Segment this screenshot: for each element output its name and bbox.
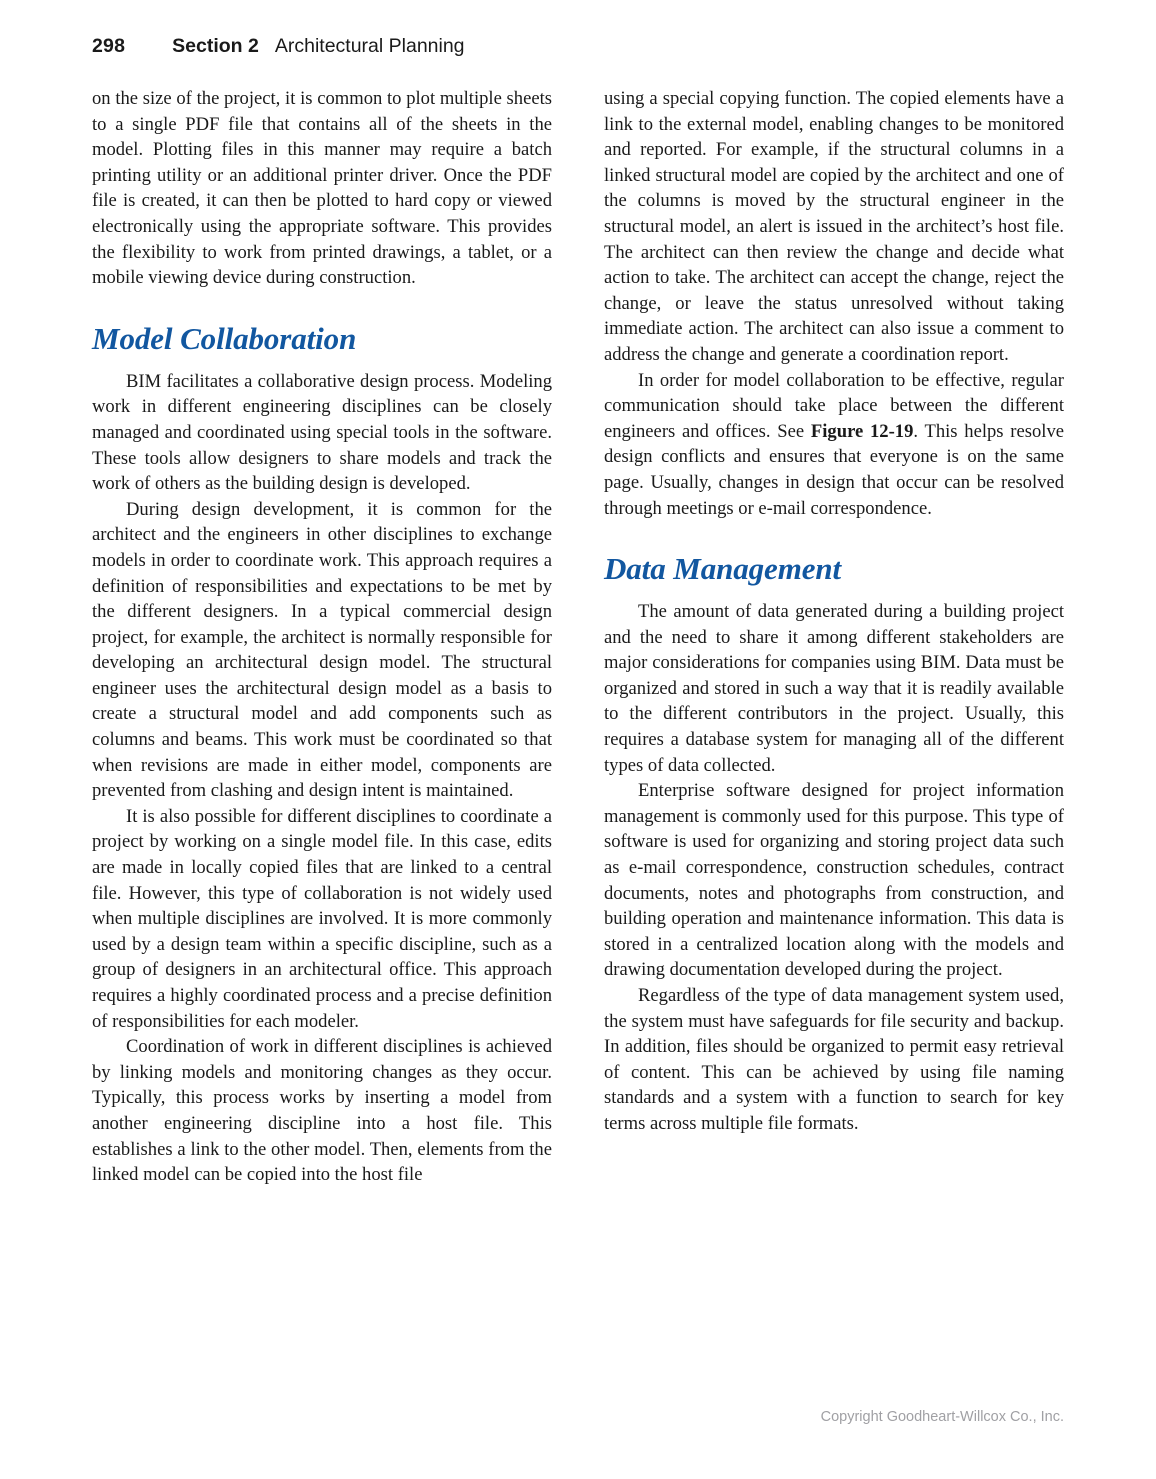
left-column (92, 86, 552, 1188)
paragraph-in-order-for-model-collaboration (604, 368, 1064, 522)
heading-space-before (92, 291, 552, 321)
paragraph-amount-of-data: The amount of data generated during a building project and the need to share it among different stakeholders are major considerations for companies using BIM. Data must be organized and stored in such a way that it is readily available to the different contributors in the project. Usually, this requires a database system for managing all of the different types of data collected. (604, 601, 1064, 776)
heading-space-after (92, 357, 552, 369)
section-heading-model-collaboration: Model Collaboration (92, 320, 357, 356)
paragraph-during-design-development: During design development, it is common for the architect and the engineers in other disciplines to exchange models in order to coordinate work. This approach requires a definition of responsibilities and expectations to be met by the different designers. In a typical commercial design project, for example, the architect is normally responsible for developing an architectural design model. The structural engineer uses the architectural design model as a basis to create a structural model and add components such as columns and beams. This work must be coordinated so that when revisions are made in either model, components are prevented from clashing and design intent is maintained. (92, 498, 552, 802)
paragraph-plot-pdf: on the size of the project, it is common to plot multiple sheets to a single PDF file that contains all of the sheets in the model. Plotting files in this manner may require a batch printing utility or an additional printer driver. Once the PDF file is created, it can then be plotted to hard copy or viewed electronically using the appropriate software. This provides the flexibility to work from printed drawings, a tablet, or a mobile viewing device during construction. (92, 88, 552, 289)
section-heading-data-management: Data Management (604, 551, 842, 587)
right-column (604, 86, 1064, 1137)
figure-reference: Figure 12-19 (810, 420, 914, 442)
running-head (92, 32, 1072, 62)
section-title: Architectural Planning (274, 35, 465, 57)
paragraph-it-is-also-possible: It is also possible for different disciplines to coordinate a project by working on a single model file. In this case, edits are made in locally copied files that are linked to a central file. However, this type of collaboration is not widely used when multiple disciplines are involved. It is more commonly used by a design team within a specific discipline, such as a group of designers in an architectural office. This approach requires a highly coordinated process and a precise definition of responsibilities for each modeler. (92, 805, 552, 1032)
paragraph-using-special-copying: using a special copying function. The copied elements have a link to the external model, enabling changes to be monitored and reported. For example, if the structural columns in a linked structural model are copied by the architect and one of the columns is moved by the structural engineer in the structural model, an alert is issued in the architect’s host file. The architect can then review the change and decide what action to take. The architect can accept the change, reject the change, or leave the status unresolved without taking immediate action. The architect can also issue a comment to address the change and generate a coordination report. (604, 88, 1064, 365)
heading-space-before (604, 521, 1064, 551)
paragraph-regardless-of-the-type: Regardless of the type of data management system used, the system must have safeguards for file security and backup. In addition, files should be organized to permit easy retrieval of content. This can be achieved by using file naming standards and a system with a function to search for key terms across multiple file formats. (604, 985, 1064, 1134)
section-label: Section 2 (172, 35, 259, 57)
paragraph-bim-facilitates: BIM facilitates a collaborative design process. Modeling work in different engineering disciplines can be closely managed and coordinated using special tools in the software. These tools allow designers to share models and track the work of others as the building design is developed. (92, 370, 552, 495)
paragraph-coordination-of-work: Coordination of work in different disciplines is achieved by linking models and monitoring changes as they occur. Typically, this process works by inserting a model from another engineering discipline into a host file. This establishes a link to the other model. Then, elements from the linked model can be copied into the host file (92, 1036, 552, 1186)
paragraph-enterprise-software: Enterprise software designed for project information management is commonly used for this purpose. This type of software is used for organizing and storing project data such as e-mail correspondence, construction schedules, contract documents, notes and photographs from construction, and building operation and maintenance information. This data is stored in a centralized location along with the models and drawing documentation developed during the project. (604, 780, 1064, 981)
figure-paragraph-before-ref: In order for model collaboration to be effective, regular communication should take place between the different engineers and offices. See (604, 369, 1064, 442)
heading-space-after (604, 587, 1064, 599)
copyright-notice: Copyright Goodheart-Willcox Co., Inc. (820, 1409, 1064, 1425)
page-number: 298 (92, 35, 126, 57)
body-columns (92, 86, 1064, 1188)
figure-paragraph-after-ref: . This helps resolve design conflicts and ensures that everyone is on the same page. Usually, changes in design that occur can be resolved through meetings or e-mail correspondence. (604, 420, 1064, 519)
